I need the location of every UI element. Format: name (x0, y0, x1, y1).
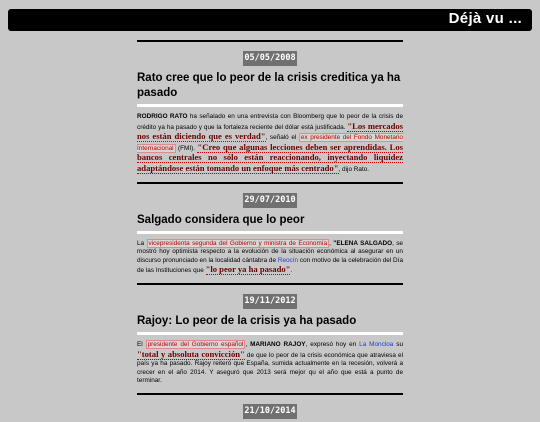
role-link[interactable]: vicepresidenta segunda del Gobierno y ministra de Economía (148, 239, 328, 247)
body-text: . (290, 267, 293, 275)
role-link[interactable]: presidente del Gobierno español (147, 340, 244, 348)
body-text: , señaló el (265, 134, 299, 142)
body-text: de que lo peor de la crisis económica que atraviesa el país ya ha pasado. Rajoy reiteró que España, sumida actualmente en la recesión, volverá a crecer en el año 2014. Y aseguró que 2013 será mejor qu el año que está a punto de terminar. (137, 351, 403, 385)
highlight-quote: "total y absoluta convicción" (137, 348, 245, 359)
date-badge: 29/07/2010 (243, 193, 297, 208)
date-badge: 05/05/2008 (243, 51, 297, 66)
body-text: , dijo Rato. (338, 165, 370, 173)
person-name: "ELENA SALGADO (333, 239, 393, 247)
article-2 (137, 193, 403, 283)
place-link[interactable]: La Moncloa (359, 340, 394, 348)
article-1 (137, 51, 403, 182)
body-text: su (393, 340, 404, 348)
body-text: con motivo de la celebración del Día de las Instituciones que (137, 256, 403, 275)
divider (137, 182, 403, 184)
highlight-quote: "lo peor ya ha pasado" (205, 264, 291, 275)
body-text: La (137, 239, 147, 247)
highlight-quote: "Los mercados nos están diciendo que es verdad" (137, 120, 403, 142)
role-link[interactable]: ex presidente del Fondo Monetario Internacional (137, 134, 403, 152)
body-text: El (137, 340, 146, 348)
body-text: , (245, 340, 251, 348)
article-title[interactable]: Salgado considera que lo peor (137, 213, 403, 234)
body-text: ha señalado en una entrevista con Bloomberg que lo peor de la crisis de crédito ya ha pasado y que la fortaleza reciente del dólar está justificada. (137, 113, 403, 131)
article-title[interactable]: Rajoy: Lo peor de la crisis ya ha pasado (137, 314, 403, 335)
article-feed (137, 40, 403, 422)
site-title[interactable]: Déjà vu ... (448, 10, 522, 27)
body-text: , expresó hoy en (305, 340, 360, 348)
article-title[interactable]: Rato cree que lo peor de la crisis creditica ya ha pasado (137, 71, 403, 107)
body-text: , se mostró hoy optimista respecto a la evolución de la situación económica al asegurar en un discurso pronunciado en la localidad cántabra de (137, 239, 403, 264)
divider (137, 283, 403, 285)
divider (137, 40, 403, 42)
header-bar (8, 9, 532, 31)
article-body (137, 341, 403, 390)
article-3 (137, 294, 403, 393)
person-name: MARIANO RAJOY (250, 340, 306, 348)
place-link[interactable]: Reocín (277, 256, 299, 264)
body-text: , (329, 239, 334, 247)
date-badge: 19/11/2012 (243, 294, 297, 309)
article-body (137, 113, 403, 179)
date-badge: 21/10/2014 (243, 404, 297, 419)
highlight-quote: "Creo que algunas lecciones deben ser aprendidas. Los bancos centrales no sólo están reaccionando, inyectando liquidez adaptándose están tomando un enfoque más centrado" (137, 141, 403, 173)
article-4 (137, 404, 403, 422)
divider (137, 393, 403, 395)
article-body (137, 240, 403, 280)
person-name: RODRIGO RATO (137, 113, 188, 120)
body-text: (FMI). (175, 144, 198, 152)
